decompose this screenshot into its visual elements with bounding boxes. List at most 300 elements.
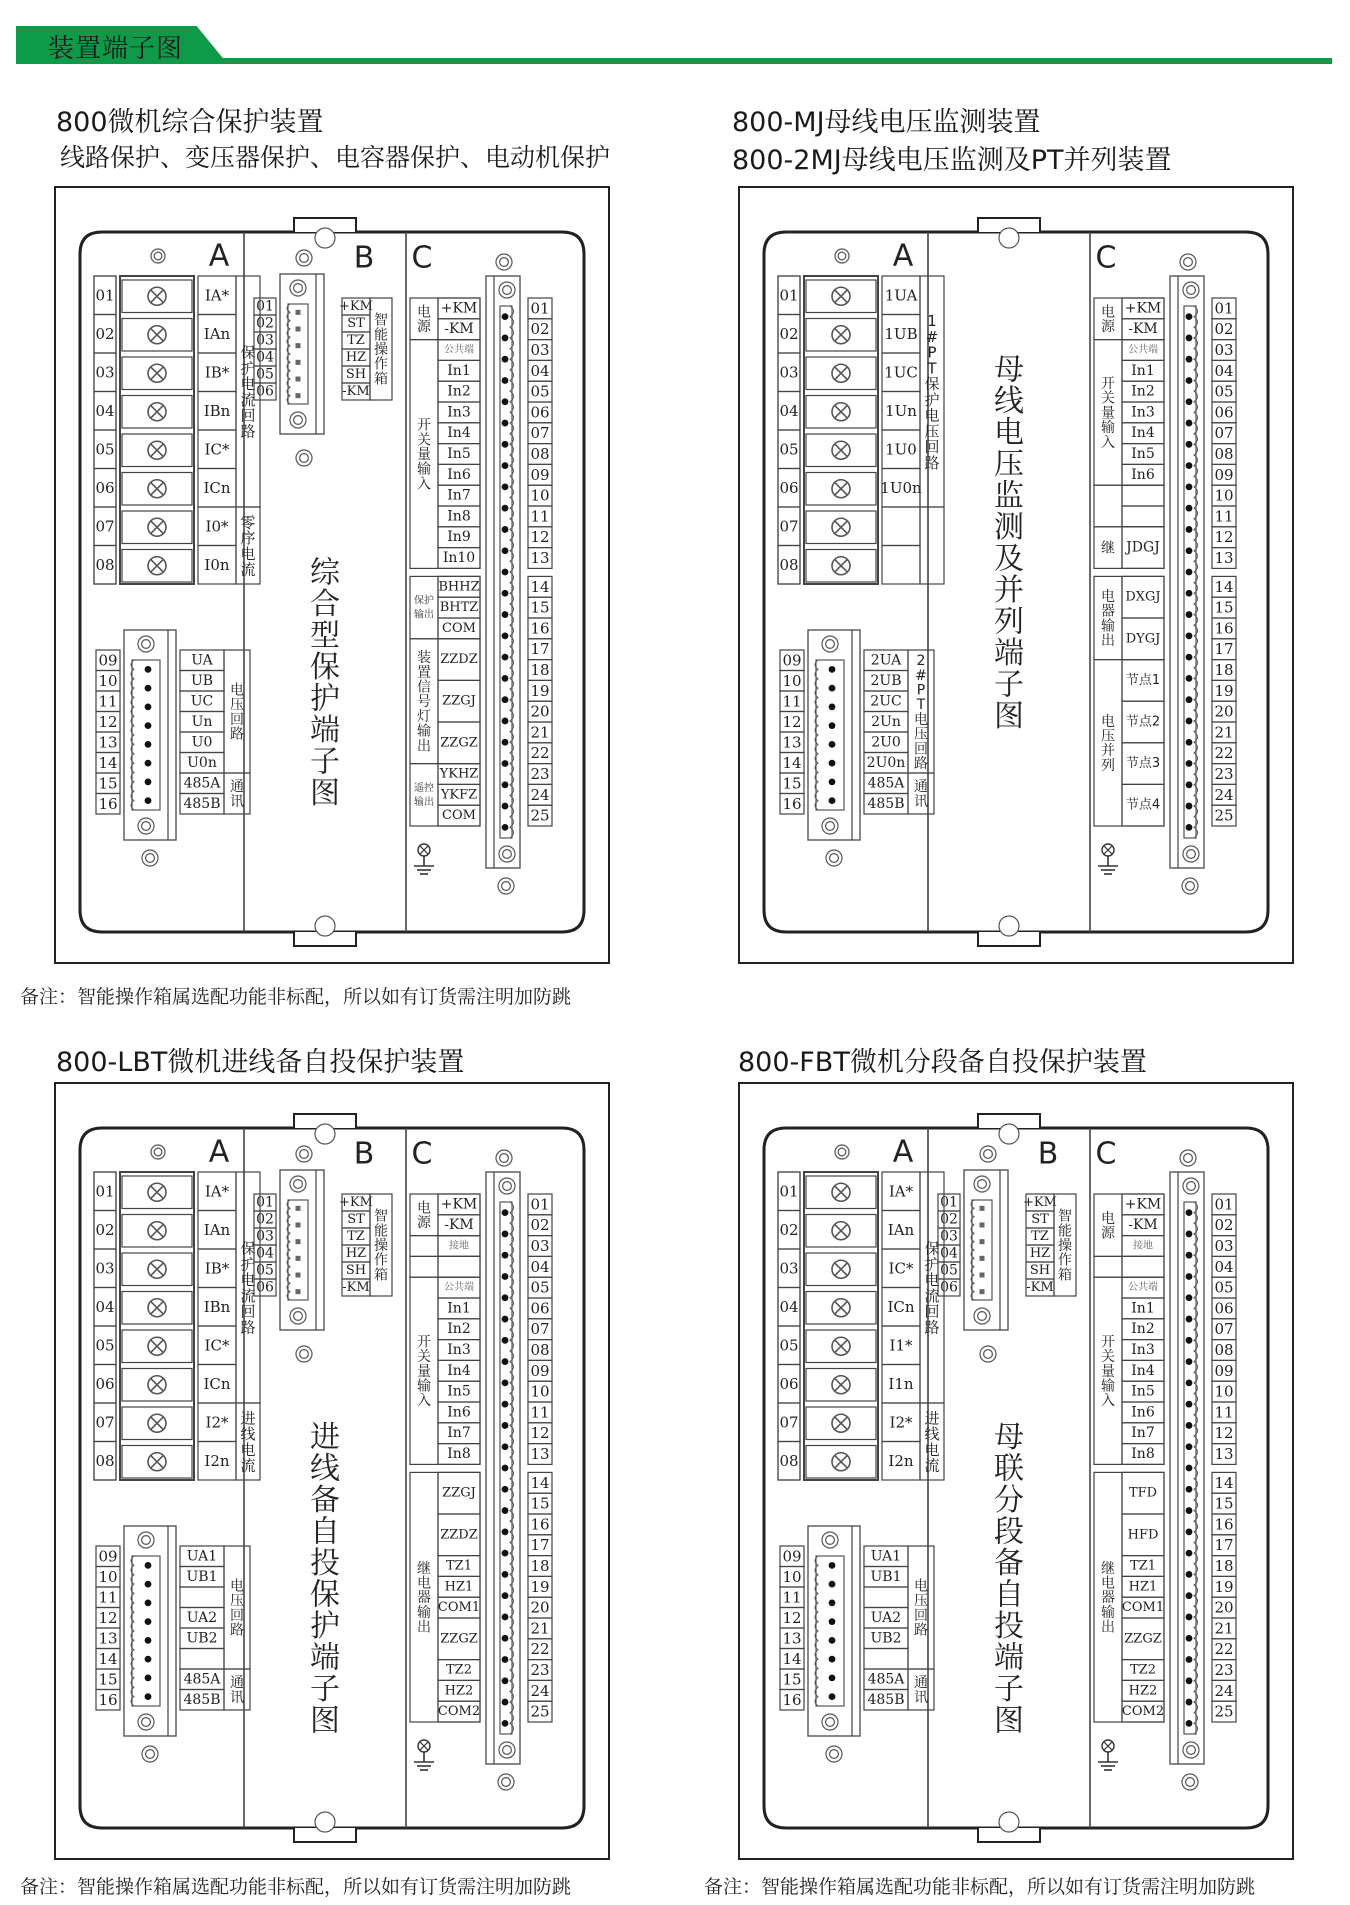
pin-icon xyxy=(1186,590,1193,597)
terminal-signal: 1UC xyxy=(884,363,918,382)
mounting-hole-icon xyxy=(296,1146,312,1162)
terminal-signal: IC* xyxy=(888,1259,914,1278)
terminal-number: 03 xyxy=(95,363,115,382)
terminal-signal: In4 xyxy=(447,425,471,442)
terminal-signal: 节点1 xyxy=(1125,672,1161,688)
mounting-hole-icon xyxy=(1182,1774,1198,1790)
terminal-number: 22 xyxy=(530,744,550,763)
pin-icon xyxy=(1186,1635,1193,1642)
terminal-signal: UB2 xyxy=(870,1630,902,1647)
terminal-signal: COM2 xyxy=(437,1704,481,1720)
terminal-signal: 节点3 xyxy=(1125,756,1161,772)
terminal-number: 02 xyxy=(940,1211,958,1228)
terminal-signal: IB* xyxy=(204,1259,230,1278)
mounting-hole-icon xyxy=(835,249,849,263)
group-label: 进线电流 xyxy=(240,1409,256,1475)
mounting-hole-icon xyxy=(138,1532,154,1548)
group-label xyxy=(417,649,431,754)
pin-icon xyxy=(1186,441,1193,448)
terminal-signal: UB1 xyxy=(186,1568,218,1585)
terminal-signal: IC* xyxy=(204,440,230,459)
group-label: 继 xyxy=(1101,540,1115,557)
terminal-number: 18 xyxy=(1214,1557,1234,1575)
terminal-number: 14 xyxy=(1214,1473,1234,1492)
terminal-number: 17 xyxy=(530,640,550,659)
terminal-signal: 485A xyxy=(867,1671,905,1688)
terminal-number: 13 xyxy=(782,1629,802,1648)
terminal-number: 15 xyxy=(1214,598,1234,617)
center-title xyxy=(994,353,1024,735)
terminal-number: 06 xyxy=(940,1279,958,1296)
terminal-number: 12 xyxy=(782,1608,802,1627)
terminal-number: 13 xyxy=(1214,549,1234,567)
terminal-number: 07 xyxy=(95,517,115,536)
pin-icon xyxy=(1186,1720,1193,1727)
terminal-signal: ZZGJ xyxy=(442,1485,476,1501)
pin-icon xyxy=(296,360,301,365)
pin-icon xyxy=(829,1656,836,1663)
panel-note: 备注：智能操作箱属选配功能非标配，所以如有订货需注明加防跳 xyxy=(20,986,572,1008)
group-label: 通讯 xyxy=(914,779,928,810)
terminal-signal: In5 xyxy=(447,1383,471,1400)
terminal-signal: SH xyxy=(1029,1263,1051,1278)
group-label xyxy=(230,1577,244,1638)
pin-icon xyxy=(829,778,836,785)
terminal-signal: IBn xyxy=(203,401,231,420)
terminal-number: 01 xyxy=(95,1182,115,1201)
terminal-signal: In9 xyxy=(447,529,471,546)
terminal-number: 21 xyxy=(1214,723,1234,742)
pin-icon xyxy=(502,1592,509,1599)
terminal-signal: UA xyxy=(191,652,213,669)
terminal-signal: IAn xyxy=(203,324,231,343)
terminal-number: 11 xyxy=(782,1588,802,1607)
terminal-signal: TZ2 xyxy=(446,1662,472,1678)
pin-icon xyxy=(502,1252,509,1259)
terminal-signal: ICn xyxy=(887,1297,915,1316)
terminal-signal: UB xyxy=(190,672,214,689)
terminal-number: 14 xyxy=(530,577,550,596)
section-letter-c: C xyxy=(411,1136,433,1172)
terminal-signal: ST xyxy=(347,1212,365,1227)
terminal-number: 04 xyxy=(779,1297,799,1316)
section-letter-b: B xyxy=(1037,1136,1059,1172)
group-label xyxy=(914,653,928,772)
group-label xyxy=(1101,588,1115,649)
terminal-number: 01 xyxy=(779,1182,799,1201)
terminal-signal: HZ1 xyxy=(444,1579,474,1595)
section-letter-a: A xyxy=(892,238,914,274)
terminal-number: 07 xyxy=(1214,424,1234,443)
pin-icon xyxy=(1186,547,1193,554)
group-label: 继电器输出 xyxy=(417,1560,431,1636)
pin-icon xyxy=(502,1422,509,1429)
group-label xyxy=(914,1675,928,1706)
mounting-hole-icon xyxy=(296,250,312,266)
terminal-number: 24 xyxy=(1214,785,1234,804)
terminal-number: 05 xyxy=(530,382,550,401)
group-label xyxy=(374,1209,388,1284)
terminal-number: 14 xyxy=(782,753,802,772)
group-label: 智能操作箱 xyxy=(1058,1208,1072,1284)
pin-icon xyxy=(502,569,509,576)
pin-icon xyxy=(145,1562,152,1569)
mounting-hole-icon xyxy=(822,1714,838,1730)
terminal-signal: ST xyxy=(1031,1212,1049,1227)
terminal-number: 25 xyxy=(1214,806,1234,825)
terminal-signal: In8 xyxy=(447,1446,471,1462)
terminal-number: 09 xyxy=(530,465,550,484)
terminal-signal: 公共端 xyxy=(444,1282,474,1294)
terminal-number: 10 xyxy=(98,1567,118,1586)
terminal-signal: IA* xyxy=(888,1182,914,1201)
pin-icon xyxy=(1186,675,1193,682)
terminal-number: 02 xyxy=(95,1220,115,1239)
terminal-number: 08 xyxy=(530,445,550,463)
terminal-number: 07 xyxy=(530,1320,550,1339)
terminal-signal: In7 xyxy=(447,1425,471,1442)
mounting-hole-icon xyxy=(1180,254,1196,270)
group-label: 零序电流 xyxy=(240,513,256,579)
terminal-number: 07 xyxy=(779,517,799,536)
terminal-number: 06 xyxy=(1214,403,1234,422)
terminal-number: 09 xyxy=(1214,1361,1234,1380)
pin-icon xyxy=(1186,1443,1193,1450)
terminal-number: 25 xyxy=(530,806,550,825)
pin-icon xyxy=(1186,696,1193,703)
pin-icon xyxy=(145,1581,152,1588)
terminal-number: 06 xyxy=(779,478,799,497)
terminal-signal: In8 xyxy=(447,508,471,525)
section-letter-b: B xyxy=(353,1136,375,1172)
pin-icon xyxy=(296,327,301,332)
pin-icon xyxy=(502,356,509,363)
terminal-signal: +KM xyxy=(440,1196,478,1213)
terminal-signal: In3 xyxy=(1131,1342,1155,1358)
terminal-signal: ST xyxy=(347,316,365,331)
terminal-signal: COM xyxy=(442,620,476,636)
terminal-number: 15 xyxy=(98,774,118,793)
pin-icon xyxy=(1186,505,1193,512)
terminal-number: 10 xyxy=(530,1382,550,1401)
group-label xyxy=(230,681,244,742)
terminal-number: 11 xyxy=(98,1588,118,1607)
center-title: 进线备自投保护端子图 xyxy=(310,1420,340,1739)
group-label xyxy=(240,344,255,441)
pin-icon xyxy=(502,1401,509,1408)
group-label: 电源 xyxy=(1101,304,1115,336)
group-label xyxy=(914,779,928,810)
terminal-signal: HFD xyxy=(1127,1527,1159,1543)
terminal-signal: In3 xyxy=(1131,404,1155,421)
terminal-signal: HZ xyxy=(345,350,367,365)
terminal-number: 09 xyxy=(98,1547,118,1566)
terminal-number: 22 xyxy=(1214,1640,1234,1659)
pin-icon xyxy=(829,1581,836,1588)
terminal-number: 01 xyxy=(1214,299,1234,318)
terminal-number: 22 xyxy=(1214,744,1234,763)
terminal-signal: COM1 xyxy=(1121,1600,1165,1616)
terminal-number: 04 xyxy=(530,361,550,380)
terminal-number: 02 xyxy=(256,1211,274,1228)
pin-icon xyxy=(1186,781,1193,788)
terminal-number: 04 xyxy=(95,401,115,420)
terminal-signal: -KM xyxy=(342,384,370,399)
pin-icon xyxy=(145,1656,152,1663)
pin-icon xyxy=(502,1550,509,1557)
mounting-hole-icon xyxy=(980,1346,996,1362)
group-label xyxy=(417,303,432,335)
group-label xyxy=(1101,541,1115,557)
terminal-number: 09 xyxy=(98,651,118,670)
terminal-number: 16 xyxy=(98,794,118,813)
group-label xyxy=(1101,376,1115,451)
terminal-number: 13 xyxy=(1214,1445,1234,1463)
mounting-hole-icon xyxy=(999,228,1019,248)
terminal-number: 08 xyxy=(1214,445,1234,463)
terminal-signal: In10 xyxy=(442,550,476,566)
mounting-hole-icon xyxy=(142,850,158,866)
pin-icon xyxy=(1186,569,1193,576)
group-label: 1 # P T 保护电压回路 xyxy=(924,312,940,472)
pin-icon xyxy=(1186,335,1193,342)
terminal-signal: In6 xyxy=(1131,466,1155,483)
terminal-number: 03 xyxy=(940,1228,958,1245)
terminal-signal: +KM xyxy=(339,1195,373,1210)
terminal-signal: In6 xyxy=(447,466,471,483)
terminal-signal: IAn xyxy=(887,1220,915,1239)
terminal-signal: YKHZ xyxy=(439,766,479,782)
terminal-signal: +KM xyxy=(1023,1195,1057,1210)
pin-icon xyxy=(1186,1401,1193,1408)
group-label: 电源 xyxy=(417,1200,431,1232)
pin-icon xyxy=(502,1231,509,1238)
pin-icon xyxy=(145,703,152,710)
terminal-signal: +KM xyxy=(1124,1196,1162,1213)
terminal-number: 05 xyxy=(1214,382,1234,401)
terminal-signal: 485A xyxy=(867,775,905,792)
terminal-number: 02 xyxy=(256,315,274,332)
terminal-signal: ZZGZ xyxy=(1124,1631,1162,1647)
pin-icon xyxy=(502,526,509,533)
pin-icon xyxy=(502,1465,509,1472)
terminal-signal: TZ xyxy=(347,333,365,348)
terminal-number: 10 xyxy=(1214,1382,1234,1401)
pin-icon xyxy=(829,1674,836,1681)
pin-icon xyxy=(1186,1337,1193,1344)
terminal-number: 22 xyxy=(530,1640,550,1659)
pin-icon xyxy=(502,654,509,661)
terminal-signal: -KM xyxy=(1128,1217,1158,1234)
group-label xyxy=(417,1199,432,1231)
group-label: 保护电流回路 xyxy=(240,343,256,441)
terminal-signal: 485A xyxy=(183,1671,221,1688)
terminal-number: 01 xyxy=(779,286,799,305)
pin-icon xyxy=(502,377,509,384)
terminal-signal: 接地 xyxy=(449,1240,469,1252)
terminal-diagram-800-mj xyxy=(738,186,1294,964)
terminal-signal: In6 xyxy=(447,1404,471,1421)
terminal-number: 23 xyxy=(530,765,550,783)
group-label: 电压回路 xyxy=(914,1578,928,1639)
terminal-diagram-800-fbt xyxy=(738,1082,1294,1860)
terminal-number: 23 xyxy=(1214,765,1234,783)
pin-icon xyxy=(502,1316,509,1323)
pin-icon xyxy=(1186,1358,1193,1365)
terminal-number: 10 xyxy=(1214,486,1234,505)
terminal-signal: UA1 xyxy=(870,1548,902,1565)
pin-icon xyxy=(980,1289,985,1294)
terminal-signal: I0n xyxy=(204,555,230,574)
terminal-number: 24 xyxy=(530,1681,550,1700)
terminal-number: 24 xyxy=(1214,1681,1234,1700)
pin-icon xyxy=(145,778,152,785)
terminal-signal: 2U0 xyxy=(871,734,901,751)
terminal-signal: HZ xyxy=(345,1246,367,1261)
terminal-number: 21 xyxy=(530,723,550,742)
group-label xyxy=(924,1240,939,1337)
terminal-number: 20 xyxy=(1214,1598,1234,1617)
mounting-hole-icon xyxy=(138,1714,154,1730)
terminal-number: 05 xyxy=(530,1278,550,1297)
terminal-number: 10 xyxy=(782,671,802,690)
terminal-signal: I2* xyxy=(205,1413,229,1432)
terminal-number: 05 xyxy=(940,1262,958,1279)
terminal-number: 07 xyxy=(1214,1320,1234,1339)
section-letter-c: C xyxy=(411,240,433,276)
terminal-number: 03 xyxy=(779,363,799,382)
group-label: 保护电流回路 xyxy=(924,1239,940,1337)
mounting-hole-icon xyxy=(315,1812,335,1832)
terminal-signal: TZ xyxy=(1031,1229,1049,1244)
group-label xyxy=(417,1561,431,1636)
mounting-hole-icon xyxy=(138,818,154,834)
terminal-number: 06 xyxy=(530,403,550,422)
terminal-number: 01 xyxy=(256,1194,274,1211)
pin-icon xyxy=(829,1637,836,1644)
pin-icon xyxy=(502,1507,509,1514)
pin-icon xyxy=(145,760,152,767)
terminal-signal: ICn xyxy=(203,1374,231,1393)
mounting-hole-icon xyxy=(315,228,335,248)
group-label: 电源 xyxy=(417,304,431,336)
terminal-number: 13 xyxy=(98,1629,118,1648)
terminal-number: 02 xyxy=(95,324,115,343)
terminal-number: 06 xyxy=(95,478,115,497)
pin-icon xyxy=(502,1635,509,1642)
terminal-signal: In2 xyxy=(1131,383,1155,400)
group-label: 继电器输出 xyxy=(1101,1560,1115,1636)
pin-icon xyxy=(1186,1379,1193,1386)
pin-icon xyxy=(502,1699,509,1706)
pin-icon xyxy=(502,611,509,618)
mounting-hole-icon xyxy=(1183,1742,1199,1758)
terminal-number: 08 xyxy=(779,1451,799,1470)
terminal-number: 07 xyxy=(95,1413,115,1432)
pin-icon xyxy=(296,393,301,398)
terminal-signal: 节点2 xyxy=(1125,714,1161,730)
terminal-number: 04 xyxy=(1214,361,1234,380)
terminal-signal: COM1 xyxy=(437,1600,481,1616)
group-label xyxy=(230,779,244,810)
terminal-signal: UA1 xyxy=(186,1548,218,1565)
terminal-number: 19 xyxy=(530,1577,550,1596)
pin-icon xyxy=(145,1618,152,1625)
pin-icon xyxy=(980,1223,985,1228)
terminal-signal: 1Un xyxy=(885,401,917,420)
terminal-number: 05 xyxy=(95,1336,115,1355)
terminal-signal: 节点4 xyxy=(1125,797,1161,813)
terminal-number: 09 xyxy=(530,1361,550,1380)
terminal-number: 14 xyxy=(782,1649,802,1668)
terminal-number: 25 xyxy=(530,1702,550,1721)
section-letter-c: C xyxy=(1095,240,1117,276)
pin-icon xyxy=(502,1273,509,1280)
terminal-number: 13 xyxy=(782,733,802,752)
mounting-hole-icon xyxy=(1183,282,1199,298)
mounting-hole-icon xyxy=(496,1150,512,1166)
terminal-signal: TZ2 xyxy=(1130,1662,1156,1678)
group-label xyxy=(1101,1210,1116,1242)
mounting-hole-icon xyxy=(826,850,842,866)
pin-icon xyxy=(1186,313,1193,320)
terminal-number: 03 xyxy=(95,1259,115,1278)
terminal-signal: I2n xyxy=(204,1451,230,1470)
panel-note: 备注：智能操作箱属选配功能非标配，所以如有订货需注明加防跳 xyxy=(704,1876,1256,1898)
terminal-number: 02 xyxy=(779,1220,799,1239)
pin-icon xyxy=(1186,526,1193,533)
pin-icon xyxy=(829,797,836,804)
terminal-number: 05 xyxy=(95,440,115,459)
terminal-signal: IA* xyxy=(204,1182,230,1201)
group-label: 开关量输入 xyxy=(1101,1334,1115,1410)
pin-icon xyxy=(502,1486,509,1493)
pin-icon xyxy=(1186,462,1193,469)
terminal-number: 04 xyxy=(1214,1257,1234,1276)
pin-icon xyxy=(502,505,509,512)
terminal-number: 17 xyxy=(1214,1536,1234,1555)
group-label xyxy=(240,1409,255,1474)
header-rule xyxy=(16,58,1332,64)
terminal-signal: In1 xyxy=(1131,1300,1155,1317)
pin-icon xyxy=(296,1289,301,1294)
pin-icon xyxy=(145,797,152,804)
group-label: 保护输出 xyxy=(414,595,434,621)
terminal-signal: UA2 xyxy=(186,1609,218,1626)
group-label: 电压并列 xyxy=(1101,713,1115,774)
pin-icon xyxy=(829,666,836,673)
mounting-hole-icon xyxy=(999,1124,1019,1144)
terminal-number: 08 xyxy=(1214,1341,1234,1359)
terminal-signal: -KM xyxy=(1128,321,1158,338)
terminal-number: 03 xyxy=(256,1228,274,1245)
pin-icon xyxy=(1186,739,1193,746)
center-title: 母线电压监测及并列端子图 xyxy=(994,352,1024,735)
terminal-signal: 485B xyxy=(867,795,905,812)
terminal-signal: 2UB xyxy=(870,672,902,689)
mounting-hole-icon xyxy=(822,636,838,652)
pin-icon xyxy=(1186,760,1193,767)
terminal-number: 15 xyxy=(782,774,802,793)
terminal-signal: IA* xyxy=(204,286,230,305)
terminal-signal: UB1 xyxy=(870,1568,902,1585)
group-label xyxy=(417,418,431,493)
terminal-number: 16 xyxy=(1214,619,1234,638)
group-label: 开关量输入 xyxy=(417,1334,431,1410)
pin-icon xyxy=(1186,1592,1193,1599)
terminal-number: 08 xyxy=(779,555,799,574)
section-letter-c: C xyxy=(1095,1136,1117,1172)
